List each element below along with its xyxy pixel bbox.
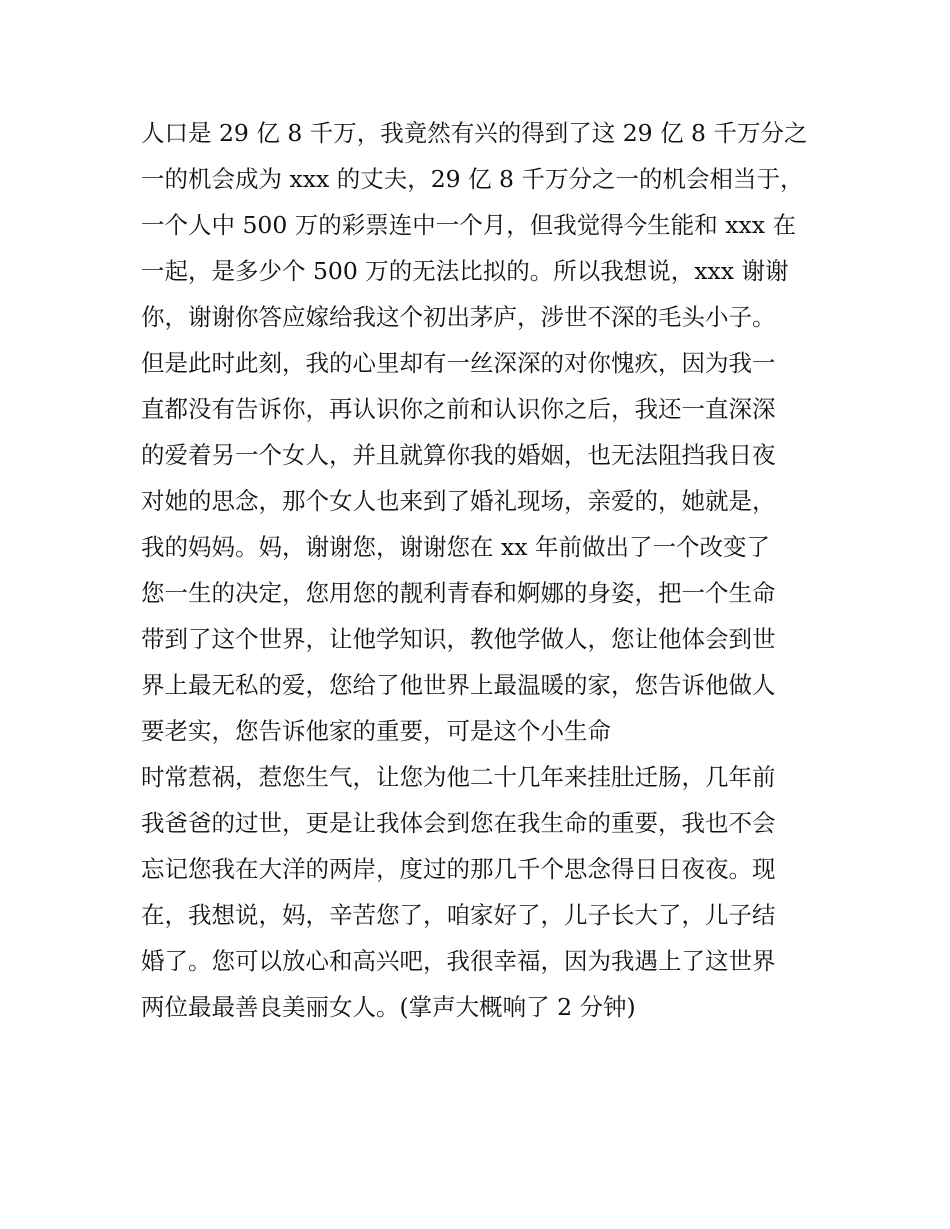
text-line: 一起，是多少个 500 万的无法比拟的。所以我想说，xxx 谢谢 xyxy=(141,257,789,285)
text-line: 的爱着另一个女人，并且就算你我的婚姻，也无法阻挡我日夜 xyxy=(141,441,776,469)
text-line: 一个人中 500 万的彩票连中一个月，但我觉得今生能和 xxx 在 xyxy=(141,211,796,239)
text-line: 婚了。您可以放心和高兴吧，我很幸福，因为我遇上了这世界 xyxy=(141,947,776,975)
speech-text xyxy=(141,110,841,1030)
text-line: 我的妈妈。妈，谢谢您，谢谢您在 xx 年前做出了一个改变了 xyxy=(141,533,770,561)
text-line: 带到了这个世界，让他学知识，教他学做人，您让他体会到世 xyxy=(141,625,776,653)
text-line: 您一生的决定，您用您的靓利青春和婀娜的身姿，把一个生命 xyxy=(141,579,776,607)
text-line: 你，谢谢你答应嫁给我这个初出茅庐，涉世不深的毛头小子。 xyxy=(141,303,776,331)
text-line: 界上最无私的爱，您给了他世界上最温暖的家，您告诉他做人 xyxy=(141,671,776,699)
text-line: 我爸爸的过世，更是让我体会到您在我生命的重要，我也不会 xyxy=(141,809,776,837)
text-line: 但是此时此刻，我的心里却有一丝深深的对你愧疚，因为我一 xyxy=(141,349,776,377)
text-line: 人口是 29 亿 8 千万，我竟然有兴的得到了这 29 亿 8 千万分之 xyxy=(141,119,808,147)
text-line: 要老实，您告诉他家的重要，可是这个小生命 xyxy=(141,717,611,745)
text-line: 两位最最善良美丽女人。(掌声大概响了 2 分钟) xyxy=(141,993,636,1021)
text-line: 对她的思念，那个女人也来到了婚礼现场，亲爱的，她就是， xyxy=(141,487,776,515)
text-line: 忘记您我在大洋的两岸，度过的那几千个思念得日日夜夜。现 xyxy=(141,855,776,883)
text-line: 一的机会成为 xxx 的丈夫，29 亿 8 千万分之一的机会相当于， xyxy=(141,165,804,193)
text-line: 直都没有告诉你，再认识你之前和认识你之后，我还一直深深 xyxy=(141,395,776,423)
text-line: 在，我想说，妈，辛苦您了，咱家好了，儿子长大了，儿子结 xyxy=(141,901,776,929)
text-line: 时常惹祸，惹您生气，让您为他二十几年来挂肚迁肠，几年前 xyxy=(141,763,776,791)
